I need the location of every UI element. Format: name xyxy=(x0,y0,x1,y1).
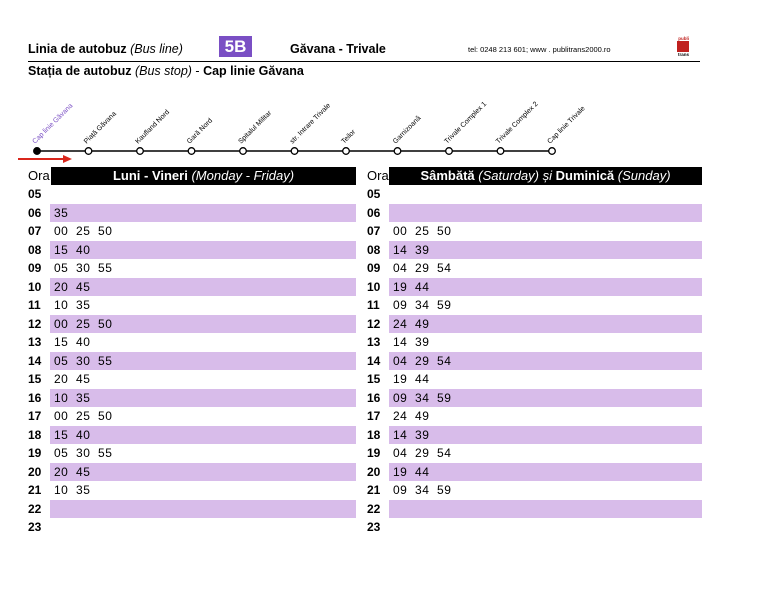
hour-cell: 06 xyxy=(367,205,381,220)
timetable-row xyxy=(367,185,701,204)
minutes-cell: 20 45 xyxy=(54,372,91,386)
timetable-row xyxy=(367,315,701,334)
minutes-cell: 09 34 59 xyxy=(393,483,452,497)
hour-cell: 06 xyxy=(28,205,42,220)
stop-label: Piață Găvana xyxy=(82,110,118,146)
stop-label: Gară Nord xyxy=(185,117,215,146)
current-stop-name: Cap linie Găvana xyxy=(203,64,304,78)
timetable-row xyxy=(367,278,701,297)
minutes-cell: 15 40 xyxy=(54,335,91,349)
weekend-header: Sâmbătă (Saturday) și Duminică (Sunday) xyxy=(389,167,702,185)
timetable-row xyxy=(28,241,348,260)
minutes-cell: 10 35 xyxy=(54,483,91,497)
timetable-row xyxy=(367,333,701,352)
hour-cell: 07 xyxy=(367,224,381,238)
minutes-cell: 24 49 xyxy=(393,409,430,423)
header-divider xyxy=(28,61,700,62)
minutes-cell: 00 25 50 xyxy=(393,224,452,238)
timetable-row xyxy=(28,204,348,223)
minutes-cell: 14 39 xyxy=(389,241,702,260)
header xyxy=(28,36,700,62)
hour-cell: 17 xyxy=(367,409,381,423)
stop-marker xyxy=(85,148,92,155)
timetable-row xyxy=(28,370,348,389)
minutes-cell: 15 40 xyxy=(50,426,356,445)
minutes-cell: 19 44 xyxy=(389,278,702,297)
stop-label: Spitalul Militar xyxy=(237,109,274,146)
timetable-row xyxy=(28,278,348,297)
hour-cell: 15 xyxy=(367,372,381,386)
timetable-row xyxy=(367,481,701,500)
minutes-cell: 04 29 54 xyxy=(389,352,702,371)
timetable-row xyxy=(367,500,701,519)
timetable-row xyxy=(367,204,701,223)
minutes-cell: 05 30 55 xyxy=(50,352,356,371)
timetable-row xyxy=(28,296,348,315)
minutes-cell: 24 49 xyxy=(389,315,702,334)
minutes-cell: 00 25 50 xyxy=(54,409,113,423)
minutes-cell: 05 30 55 xyxy=(54,261,113,275)
hour-cell: 20 xyxy=(367,464,381,479)
hour-column-label: Ora xyxy=(28,168,50,183)
hour-cell: 23 xyxy=(367,520,381,534)
weekday-timetable xyxy=(28,167,348,537)
timetable-row xyxy=(367,259,701,278)
timetable-row xyxy=(367,222,701,241)
weekend-timetable xyxy=(367,167,701,537)
hour-cell: 22 xyxy=(367,501,381,516)
route-number-badge: 5B xyxy=(219,36,252,57)
stop-marker xyxy=(240,148,247,155)
minutes-cell xyxy=(389,204,702,223)
stop-label: Cap linie Găvana xyxy=(31,102,75,146)
hour-cell: 23 xyxy=(28,520,42,534)
timetable-row xyxy=(28,352,348,371)
minutes-cell xyxy=(50,518,356,537)
weekday-rows xyxy=(28,185,348,537)
weekend-rows xyxy=(367,185,701,537)
minutes-cell xyxy=(389,500,702,519)
publitrans-logo: publi trans xyxy=(677,36,689,57)
minutes-cell: 04 29 54 xyxy=(393,261,452,275)
bus-stop-line: Stația de autobuz (Bus stop) - Cap linie Găvana xyxy=(28,64,304,78)
hour-cell: 09 xyxy=(367,261,381,275)
hour-cell: 15 xyxy=(28,372,42,386)
route-name: Găvana - Trivale xyxy=(290,42,386,56)
minutes-cell: 00 25 50 xyxy=(54,224,113,238)
stop-marker xyxy=(343,148,350,155)
hour-cell: 16 xyxy=(28,390,42,405)
timetable-row xyxy=(367,444,701,463)
stop-label: Garnizoană xyxy=(391,114,423,146)
timetable-row xyxy=(367,426,701,445)
hour-cell: 12 xyxy=(28,316,42,331)
stop-marker xyxy=(394,148,401,155)
timetable-row xyxy=(28,407,348,426)
stop-marker xyxy=(497,148,504,155)
stop-label: Trivale Complex 2 xyxy=(494,100,540,146)
minutes-cell xyxy=(389,185,702,204)
hour-cell: 18 xyxy=(28,427,42,442)
minutes-cell: 35 xyxy=(50,204,356,223)
timetable-row xyxy=(367,296,701,315)
minutes-cell: 04 29 54 xyxy=(393,446,452,460)
stop-label: str. Intrare Trivale xyxy=(288,102,333,146)
timetable-row xyxy=(28,518,348,537)
stop-marker xyxy=(446,148,453,155)
timetable-row xyxy=(28,426,348,445)
minutes-cell: 14 39 xyxy=(389,426,702,445)
stop-marker xyxy=(188,148,195,155)
hour-cell: 12 xyxy=(367,316,381,331)
timetable-row xyxy=(367,352,701,371)
timetable-row xyxy=(28,444,348,463)
timetable-row xyxy=(28,389,348,408)
timetable-row xyxy=(28,259,348,278)
minutes-cell: 05 30 55 xyxy=(54,446,113,460)
hour-cell: 10 xyxy=(28,279,42,294)
hour-cell: 16 xyxy=(367,390,381,405)
minutes-cell: 20 45 xyxy=(50,278,356,297)
stop-marker xyxy=(34,148,41,155)
stop-marker xyxy=(291,148,298,155)
hour-cell: 21 xyxy=(367,483,381,497)
arrow-head-icon xyxy=(63,155,72,163)
weekday-header: Luni - Vineri (Monday - Friday) xyxy=(51,167,356,185)
timetable-row xyxy=(28,481,348,500)
timetable-row xyxy=(367,241,701,260)
hour-cell: 13 xyxy=(367,335,381,349)
hour-cell: 14 xyxy=(367,353,381,368)
minutes-cell: 10 35 xyxy=(50,389,356,408)
hour-cell: 07 xyxy=(28,224,42,238)
minutes-cell: 15 40 xyxy=(50,241,356,260)
timetable-row xyxy=(367,407,701,426)
hour-cell: 18 xyxy=(367,427,381,442)
hour-cell: 09 xyxy=(28,261,42,275)
hour-column-label: Ora xyxy=(367,168,389,183)
timetable-row xyxy=(28,500,348,519)
timetable-row xyxy=(367,518,701,537)
hour-cell: 05 xyxy=(367,187,381,201)
minutes-cell: 09 34 59 xyxy=(393,298,452,312)
hour-cell: 10 xyxy=(367,279,381,294)
hour-cell: 14 xyxy=(28,353,42,368)
hour-cell: 13 xyxy=(28,335,42,349)
stop-marker xyxy=(137,148,144,155)
timetable-row xyxy=(367,389,701,408)
hour-cell: 08 xyxy=(367,242,381,257)
hour-cell: 21 xyxy=(28,483,42,497)
timetable-row xyxy=(28,185,348,204)
hour-cell: 22 xyxy=(28,501,42,516)
stop-label: Trivale Complex 1 xyxy=(443,100,489,146)
minutes-cell xyxy=(389,518,702,537)
timetable-row xyxy=(28,315,348,334)
timetable-row xyxy=(28,222,348,241)
route-stops-diagram xyxy=(0,80,768,170)
hour-cell: 05 xyxy=(28,187,42,201)
contact-info: tel: 0248 213 601; www . publitrans2000.ro xyxy=(468,45,611,54)
timetable-row xyxy=(28,333,348,352)
minutes-cell: 10 35 xyxy=(54,298,91,312)
minutes-cell xyxy=(50,185,356,204)
minutes-cell: 14 39 xyxy=(393,335,430,349)
stop-label: Teilor xyxy=(340,128,358,146)
hour-cell: 11 xyxy=(28,298,41,312)
minutes-cell: 20 45 xyxy=(50,463,356,482)
line-label: Linia de autobuz (Bus line) xyxy=(28,42,183,56)
timetable-row xyxy=(367,370,701,389)
hour-cell: 20 xyxy=(28,464,42,479)
hour-cell: 19 xyxy=(28,446,42,460)
minutes-cell: 19 44 xyxy=(389,463,702,482)
minutes-cell: 19 44 xyxy=(393,372,430,386)
hour-cell: 19 xyxy=(367,446,381,460)
minutes-cell: 09 34 59 xyxy=(389,389,702,408)
stop-label: Cap linie Trivale xyxy=(546,105,587,146)
minutes-cell xyxy=(50,500,356,519)
timetable-row xyxy=(367,463,701,482)
hour-cell: 11 xyxy=(367,298,380,312)
timetable-row xyxy=(28,463,348,482)
hour-cell: 08 xyxy=(28,242,42,257)
hour-cell: 17 xyxy=(28,409,42,423)
stop-label: Kaufland Nord xyxy=(134,108,172,146)
minutes-cell: 00 25 50 xyxy=(50,315,356,334)
stop-marker xyxy=(549,148,556,155)
